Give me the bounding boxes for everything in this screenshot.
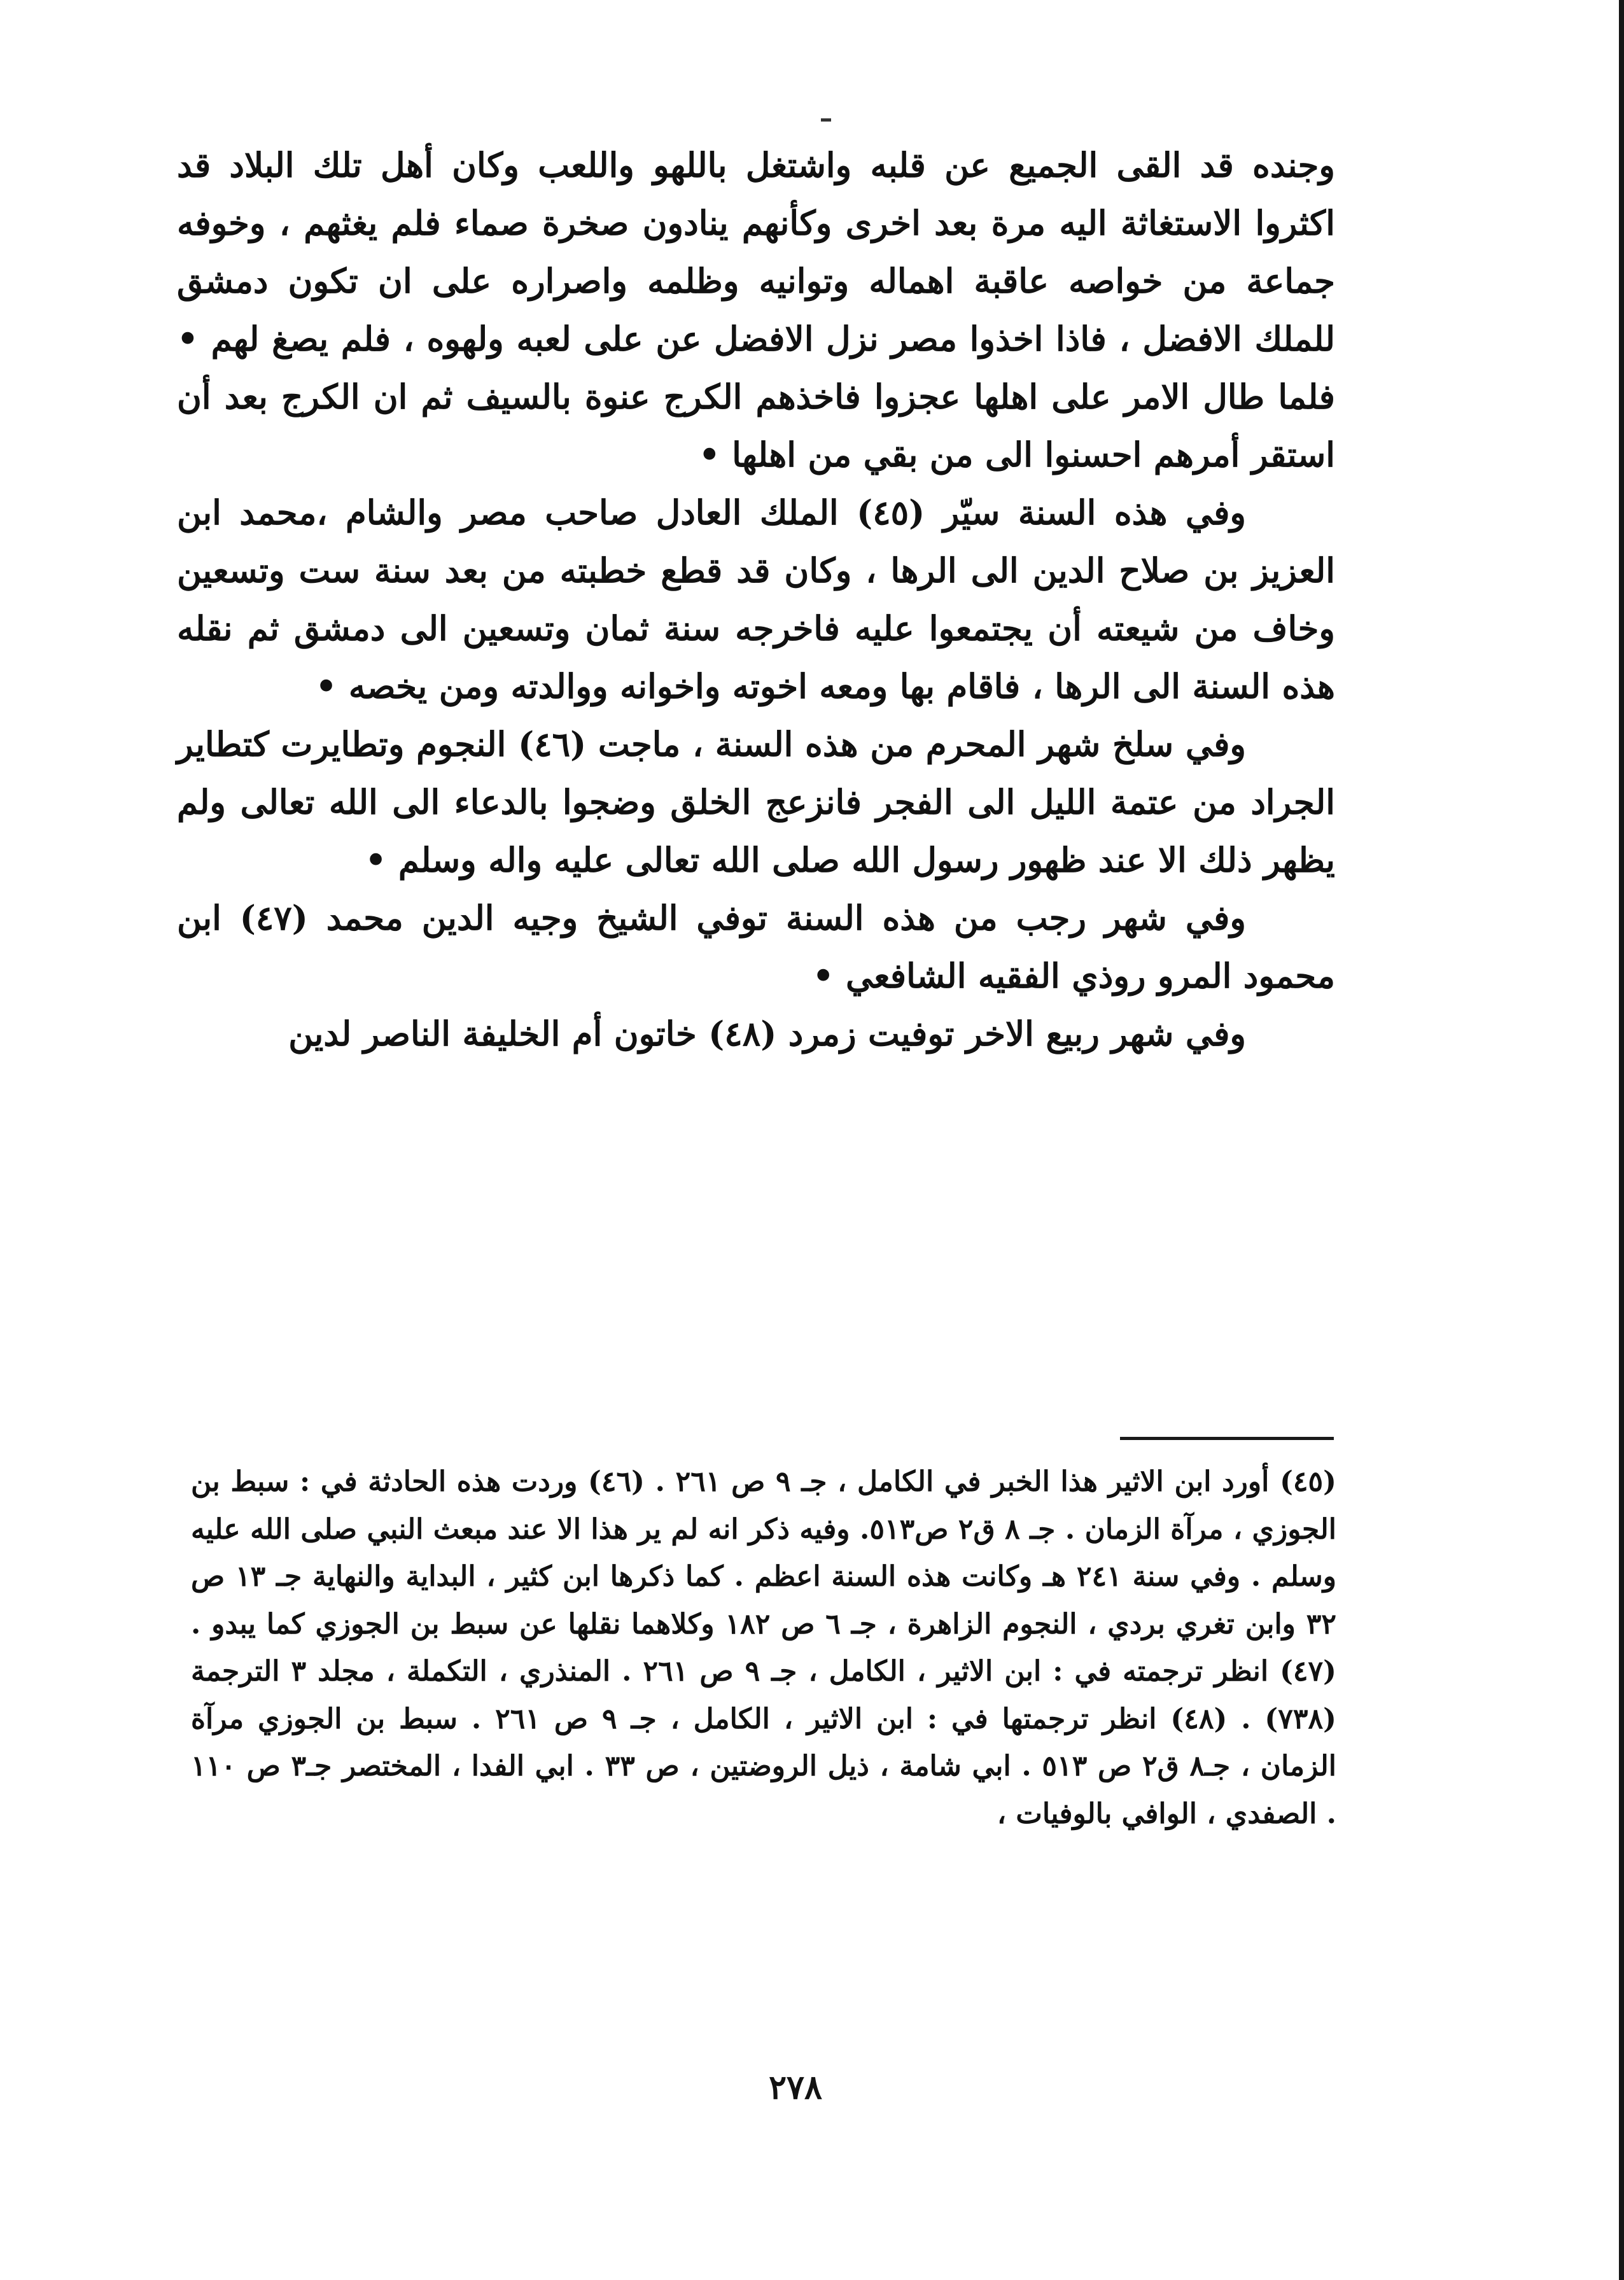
footnote-separator <box>1120 1437 1334 1440</box>
paragraph: وفي هذه السنة سيّر (٤٥) الملك العادل صاحب مصر والشام ،محمد ابن العزيز بن صلاح الدين الى الرها ، وكان قد قطع خطبته من بعد سنة ست وتسعين وخاف من شيعته أن يجتمعوا عليه فاخرجه سنة ثمان وتسعين الى دمشق ثم نقله هذه السنة الى الرها ، فاقام بها ومعه اخوته واخوانه ووالدته ومن يخصه • <box>177 493 1335 706</box>
top-speck <box>821 118 831 122</box>
paragraph: وفي سلخ شهر المحرم من هذه السنة ، ماجت (٤٦) النجوم وتطايرت كتطاير الجراد من عتمة الليل الى الفجر فانزعج الخلق وضجوا بالدعاء الى الله تعالى ولم يظهر ذلك الا عند ظهور رسول الله صلى الله تعالى عليه واله وسلم • <box>177 725 1335 880</box>
footnote-text: (٤٥) أورد ابن الاثير هذا الخبر في الكامل ، جـ ٩ ص ٢٦١ . (٤٦) وردت هذه الحادثة في : سبط بن الجوزي ، مرآة الزمان . جـ ٨ ق٢ ص٥١٣. وفيه ذكر انه لم ير هذا الا عند مبعث النبي صلى الله عليه وسلم . وفي سنة ٢٤١ هـ وكانت هذه السنة اعظم . كما ذكرها ابن كثير ، البداية والنهاية جـ ١٣ ص ٣٢ وابن تغري بردي ، النجوم الزاهرة ، جـ ٦ ص ١٨٢ وكلاهما نقلها عن سبط بن الجوزي كما يبدو . (٤٧) انظر ترجمته في : ابن الاثير ، الكامل ، جـ ٩ ص ٢٦١ . المنذري ، التكملة ، مجلد ٣ الترجمة (٧٣٨) . (٤٨) انظر ترجمتها في : ابن الاثير ، الكامل ، جـ ٩ ص ٢٦١ . سبط بن الجوزي مرآة الزمان ، جـ٨ ق٢ ص ٥١٣ . ابي شامة ، ذيل الروضتين ، ص ٣٣ . ابي الفدا ، المختصر جـ٣ ص ١١٠ . الصفدي ، الوافي بالوفيات ، <box>191 1465 1337 1830</box>
page-edge-border <box>1619 0 1624 2280</box>
page-number: ٢٧٨ <box>769 2068 822 2107</box>
paragraph: وفي شهر رجب من هذه السنة توفي الشيخ وجيه الدين محمد (٤٧) ابن محمود المرو روذي الفقيه الشافعي • <box>177 899 1335 996</box>
footnotes <box>191 1458 1336 1838</box>
paragraph: وفي شهر ربيع الاخر توفيت زمرد (٤٨) خاتون أم الخليفة الناصر لدين <box>288 1014 1246 1054</box>
paragraph: وجنده قد القى الجميع عن قلبه واشتغل باللهو واللعب وكان أهل تلك البلاد قد اكثروا الاستغاثة اليه مرة بعد اخرى وكأنهم ينادون صخرة صماء فلم يغثهم ، وخوفه جماعة من خواصه عاقبة اهماله وتوانيه وظلمه واصراره على ان تكون دمشق للملك الافضل ، فاذا اخذوا مصر نزل الافضل عن على لعبه ولهوه ، فلم يصغ لهم • فلما طال الامر على اهلها عجزوا فاخذهم الكرج عنوة بالسيف ثم ان الكرج بعد أن استقر أمرهم احسنوا الى من بقي من اهلها • <box>177 146 1335 475</box>
main-text <box>177 137 1335 1063</box>
